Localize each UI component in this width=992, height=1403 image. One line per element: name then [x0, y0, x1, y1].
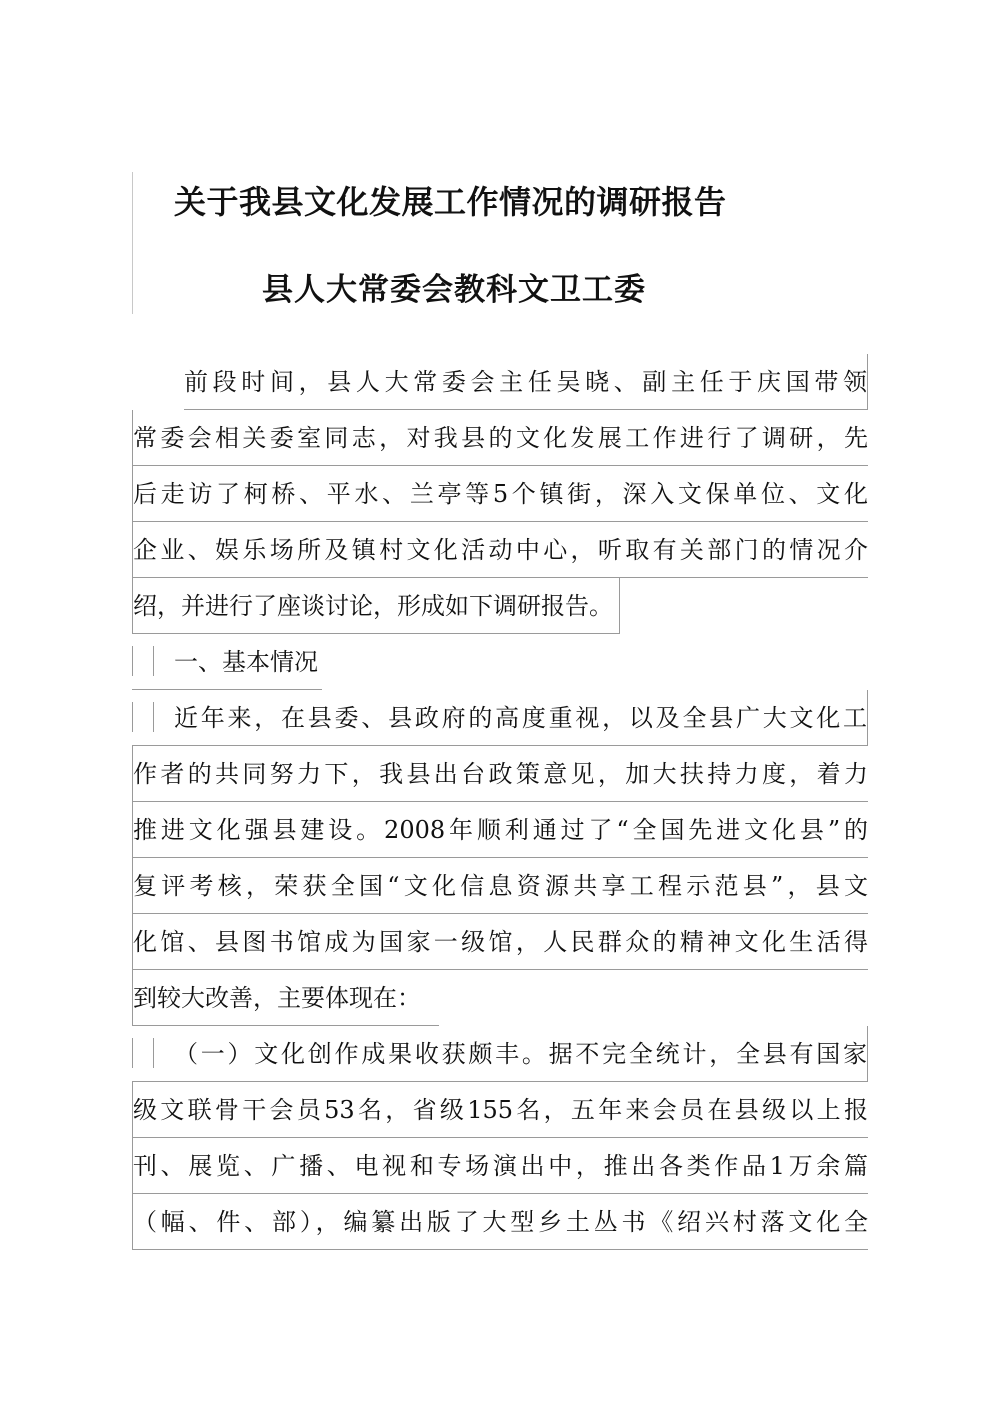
text-line [132, 970, 439, 1026]
text-line [184, 354, 868, 410]
text-line [132, 858, 868, 914]
line-text: 级文联骨干会员53名，省级155名，五年来会员在县级以上报 [133, 1096, 868, 1124]
document-author: 县人大常委会教科文卫工委 [262, 272, 646, 308]
text-line [132, 802, 868, 858]
text-line [132, 578, 620, 634]
line-text: 复评考核，荣获全国“文化信息资源共享工程示范县”，县文 [133, 872, 868, 900]
indent-marker [132, 646, 154, 676]
text-line-13-wrap [132, 1026, 868, 1082]
line-text: 刊、展览、广播、电视和专场演出中，推出各类作品1万余篇 [133, 1152, 868, 1180]
text-line [132, 466, 868, 522]
line-text: 近年来，在县委、县政府的高度重视，以及全县广大文化工 [174, 704, 867, 732]
document-body [132, 354, 868, 1250]
line-text: 绍，并进行了座谈讨论，形成如下调研报告。 [133, 592, 613, 620]
line-text: 化馆、县图书馆成为国家一级馆，人民群众的精神文化生活得 [133, 928, 868, 956]
document-title: 关于我县文化发展工作情况的调研报告 [174, 183, 727, 221]
line-text: 后走访了柯桥、平水、兰亭等5个镇街，深入文保单位、文化 [133, 480, 868, 508]
line-text: 作者的共同努力下，我县出台政策意见，加大扶持力度，着力 [133, 760, 868, 788]
line-text: 推进文化强县建设。2008年顺利通过了“全国先进文化县”的 [133, 816, 868, 844]
line-text: 前段时间，县人大常委会主任吴晓、副主任于庆国带领 [184, 368, 867, 396]
text-line [132, 1082, 868, 1138]
line-text: 一、基本情况 [174, 648, 318, 676]
text-line-12-wrap [132, 970, 868, 1026]
text-line-5-wrap [132, 578, 868, 634]
text-line-1-wrap [132, 354, 868, 410]
line-text: （幅、件、部），编纂出版了大型乡土丛书《绍兴村落文化全 [133, 1208, 868, 1236]
text-line [132, 1138, 868, 1194]
text-line [132, 1026, 868, 1082]
heading-margin-rule [132, 172, 133, 314]
text-line [132, 1194, 868, 1250]
text-line [132, 914, 868, 970]
line-text: （一）文化创作成果收获颇丰。据不完全统计，全县有国家 [174, 1040, 867, 1068]
text-line [132, 522, 868, 578]
section-heading [132, 634, 322, 690]
text-line [132, 410, 868, 466]
heading-block [132, 172, 868, 314]
indent-marker [132, 702, 154, 732]
text-line [132, 690, 868, 746]
text-line-7-wrap [132, 690, 868, 746]
text-line [132, 746, 868, 802]
section-heading-wrap [132, 634, 868, 690]
indent-marker [132, 1038, 154, 1068]
line-text: 到较大改善，主要体现在： [133, 984, 421, 1012]
line-text: 常委会相关委室同志，对我县的文化发展工作进行了调研，先 [133, 424, 868, 452]
line-text: 企业、娱乐场所及镇村文化活动中心，听取有关部门的情况介 [133, 536, 868, 564]
